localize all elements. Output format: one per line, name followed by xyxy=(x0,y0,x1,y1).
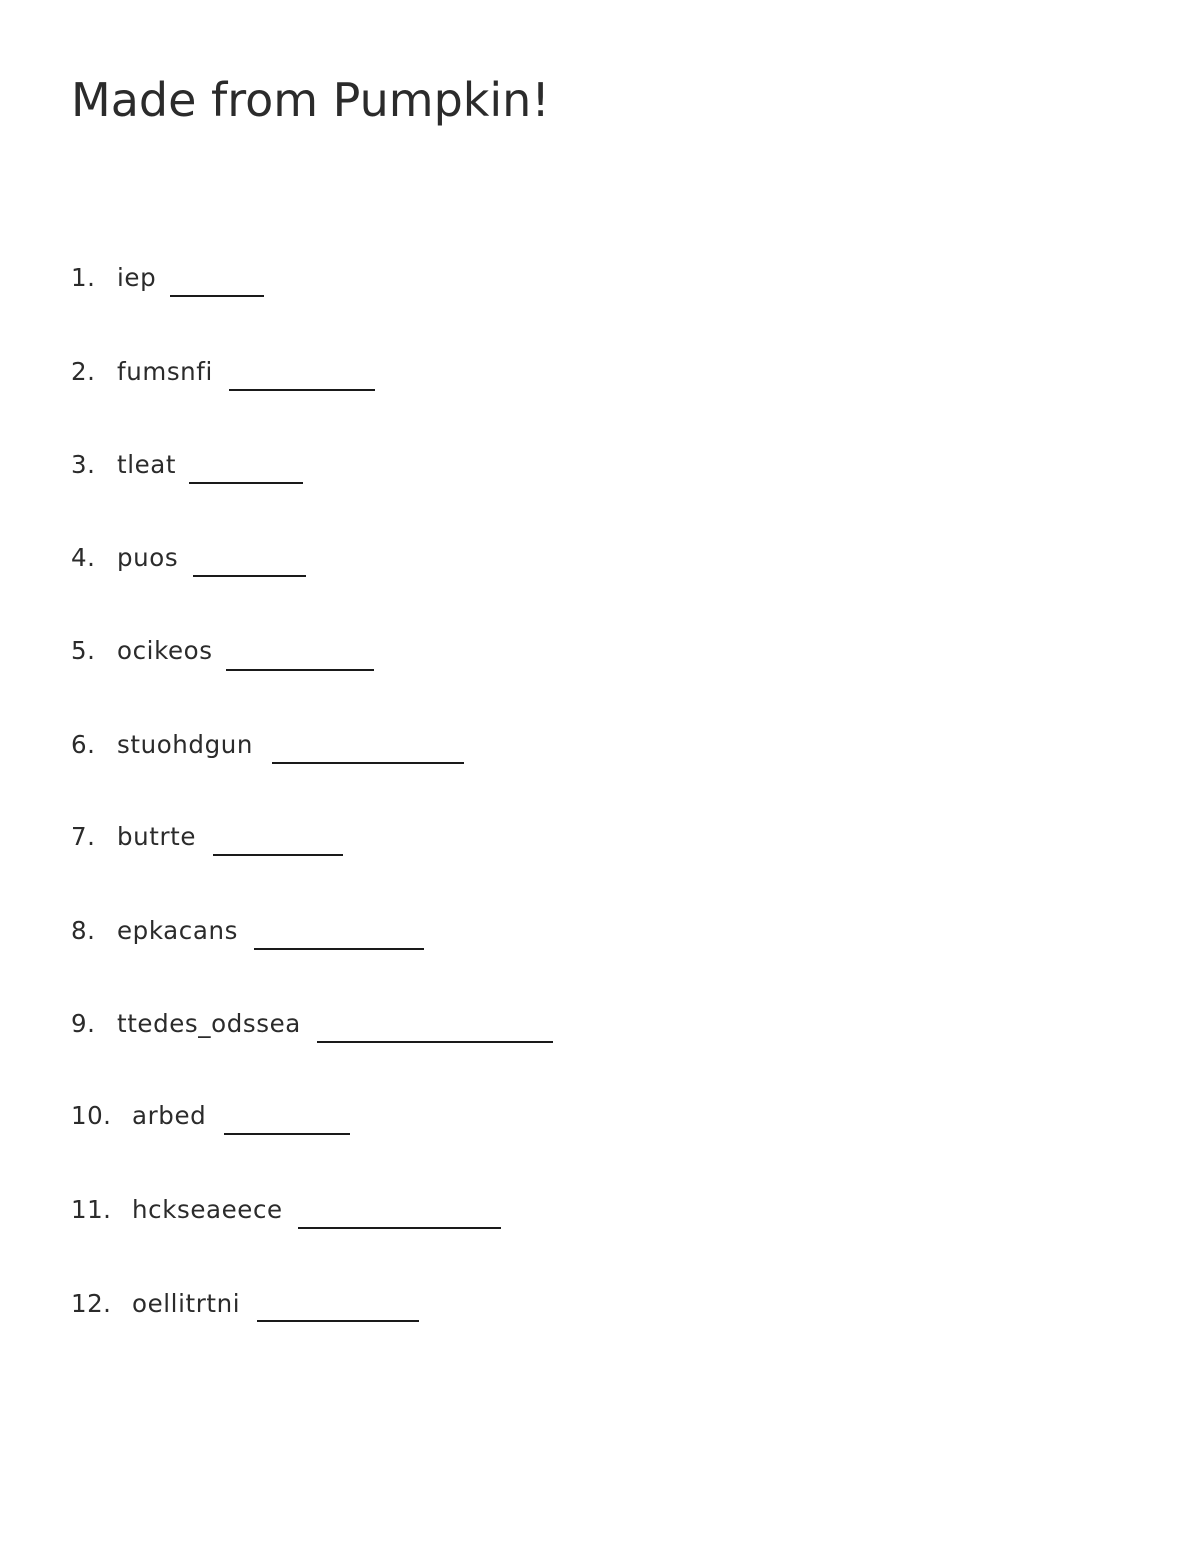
item-number: 6. xyxy=(71,730,96,759)
item-number: 8. xyxy=(71,916,96,945)
item-number: 5. xyxy=(71,636,96,665)
item-number: 12. xyxy=(71,1289,112,1318)
item-number: 3. xyxy=(71,450,96,479)
answer-blank[interactable] xyxy=(257,1320,419,1322)
answer-blank[interactable] xyxy=(193,575,306,577)
page-title: Made from Pumpkin! xyxy=(71,73,550,127)
answer-blank[interactable] xyxy=(170,295,264,297)
item-number: 10. xyxy=(71,1101,112,1130)
scrambled-word: tleat xyxy=(117,450,177,479)
answer-blank[interactable] xyxy=(254,948,424,950)
item-number: 11. xyxy=(71,1195,112,1224)
answer-blank[interactable] xyxy=(226,669,374,671)
item-number: 4. xyxy=(71,543,96,572)
scrambled-word: oellitrtni xyxy=(132,1289,241,1318)
answer-blank[interactable] xyxy=(224,1133,350,1135)
answer-blank[interactable] xyxy=(229,389,375,391)
item-number: 9. xyxy=(71,1009,96,1038)
scrambled-word: fumsnfi xyxy=(117,357,213,386)
scrambled-word: iep xyxy=(117,263,157,292)
scrambled-word: arbed xyxy=(132,1101,207,1130)
scrambled-word: stuohdgun xyxy=(117,730,253,759)
item-number: 1. xyxy=(71,263,96,292)
item-number: 2. xyxy=(71,357,96,386)
scrambled-word: epkacans xyxy=(117,916,238,945)
answer-blank[interactable] xyxy=(298,1227,501,1229)
scrambled-word: hckseaeece xyxy=(132,1195,283,1224)
answer-blank[interactable] xyxy=(213,854,343,856)
item-number: 7. xyxy=(71,822,96,851)
scrambled-word: ttedes_odssea xyxy=(117,1009,301,1038)
answer-blank[interactable] xyxy=(272,762,464,764)
answer-blank[interactable] xyxy=(317,1041,553,1043)
scrambled-word: butrte xyxy=(117,822,197,851)
scrambled-word: puos xyxy=(117,543,179,572)
scrambled-word: ocikeos xyxy=(117,636,213,665)
answer-blank[interactable] xyxy=(189,482,303,484)
